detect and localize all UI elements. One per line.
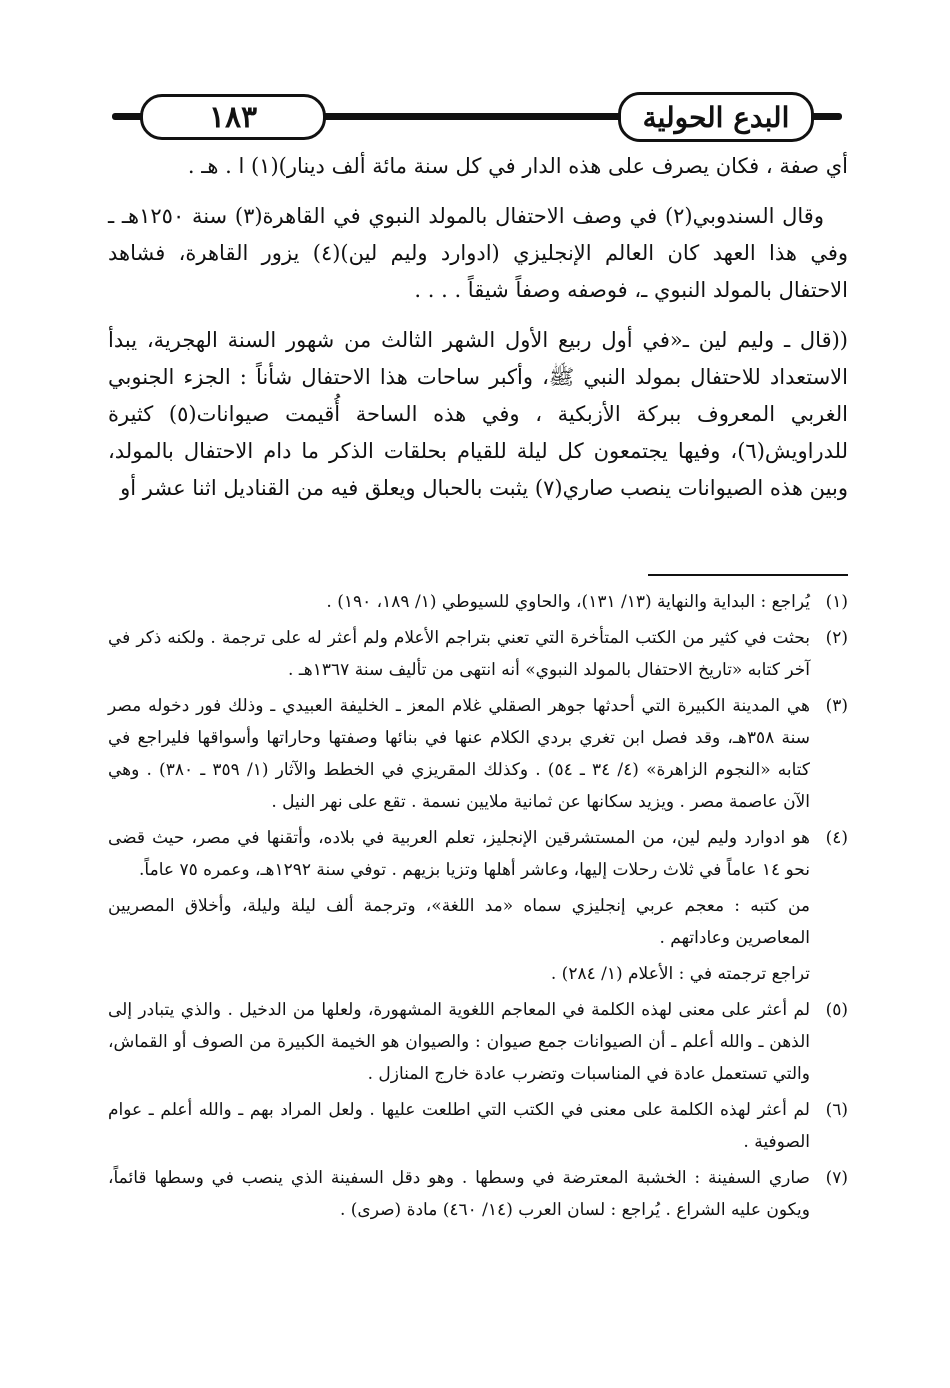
paragraph: أي صفة ، فكان يصرف على هذه الدار في كل سنة مائة ألف دينار)(١) ا . هـ .: [187, 154, 848, 178]
page-header: [112, 92, 842, 140]
footnote-separator: [648, 574, 848, 576]
footnote-number: (٣): [825, 696, 848, 716]
footnote-text: هو ادوارد وليم لين، من المستشرقين الإنجليز، تعلم العربية في بلاده، وأتقنها في مصر، حيث قضى نحو ١٤ عاماً في ثلاث رحلات إليها، وعاشر أهلها وتزيا بزيهم . توفي سنة ١٢٩٢هـ، وعمره ٧٥ عاماً.: [108, 828, 810, 880]
footnote-number: (٥): [825, 1000, 848, 1020]
page-number: ١٨٣: [140, 94, 326, 140]
footnote-text: صاري السفينة : الخشبة المعترضة في وسطها . وهو دقل السفينة الذي ينصب في وسطها قائماً، ويكون عليه الشراع . يُراجع : لسان العرب (١٤/ ٤٦٠) مادة (صرى) .: [108, 1168, 810, 1220]
paragraph: ((قال ـ وليم لين ـ«في أول ربيع الأول الشهر الثالث من شهور السنة الهجرية، يبدأ الاستعداد للاحتفال بمولد النبي ﷺ، وأكبر ساحات هذا الاحتفال شأناً : الجزء الجنوبي الغربي المعروف ببركة الأزبكية ، وفي هذه الساحة أُقيمت صيوانات(٥) كثيرة للدراويش(٦)، وفيها يجتمعون كل ليلة للقيام بحلقات الذكر ما دام الاحتفال بالمولد، وبين هذه الصيوانات ينصب صاري(٧) يثبت بالحبال ويعلق فيه من القناديل اثنا عشر أو: [108, 328, 848, 500]
footnote: [108, 1094, 848, 1158]
footnote-text: لم أعثر على معنى لهذه الكلمة في المعاجم اللغوية المشهورة، ولعلها من الدخيل . والذي يتبادر إلى الذهن ـ والله أعلم ـ أن الصيوانات جمع صيوان : والصيوان هو الخيمة الكبيرة من الصوف أو القماش، والتي تستعمل عادة في المناسبات وتضرب عادة خارج المنازل .: [108, 1000, 810, 1084]
footnote-number: (٦): [825, 1100, 848, 1120]
footnote-continuation: [108, 958, 848, 990]
footnote: [108, 822, 848, 886]
paragraph: وقال السندوبي(٢) في وصف الاحتفال بالمولد النبوي في القاهرة(٣) سنة ١٢٥٠هـ ـ وفي هذا العهد كان العالم الإنجليزي (ادوارد وليم لين)(٤) يزور القاهرة، فشاهد الاحتفال بالمولد النبوي ـ، فوصفه وصفاً شيقاً . . . .: [108, 204, 848, 302]
footnote: [108, 994, 848, 1090]
footnote: [108, 586, 848, 618]
footnote-number: (١): [825, 592, 848, 612]
footnote-text: بحثت في كثير من الكتب المتأخرة التي تعني بتراجم الأعلام ولم أعثر له على ترجمة . ولكنه ذكر في آخر كتابه «تاريخ الاحتفال بالمولد النبوي» أنه انتهى من تأليف سنة ١٣٦٧هـ .: [108, 628, 810, 680]
footnote-text: يُراجع : البداية والنهاية (١٣/ ١٣١)، والحاوي للسيوطي (١/ ١٨٩، ١٩٠) .: [326, 592, 810, 612]
book-title: البدع الحولية: [618, 92, 814, 142]
footnote: [108, 1162, 848, 1226]
footnotes: [108, 586, 848, 1230]
footnote-number: (٧): [825, 1168, 848, 1188]
footnote-text: هي المدينة الكبيرة التي أحدثها جوهر الصقلي غلام المعز ـ الخليفة العبيدي ـ وذلك فور دخوله مصر سنة ٣٥٨هـ، وقد فصل ابن تغري بردي الكلام عنها في بنائها وصفتها وحاراتها وأسواقها فليراجع في كتابه «النجوم الزاهرة» (٤/ ٣٤ ـ ٥٤) . وكذلك المقريزي في الخطط والآثار (١/ ٣٥٩ ـ ٣٨٠) . وهي الآن عاصمة مصر . ويزيد سكانها عن ثمانية ملايين نسمة . تقع على نهر النيل .: [108, 696, 811, 812]
footnote-number: (٤): [825, 828, 848, 848]
footnote-continuation: [108, 890, 848, 954]
footnote-text: من كتبه : معجم عربي إنجليزي سماه «مد اللغة»، وترجمة ألف ليلة وليلة، وأخلاق المصريين المعاصرين وعاداتهم .: [108, 896, 810, 948]
footnote: [108, 690, 848, 818]
footnote-text: لم أعثر لهذه الكلمة على معنى في الكتب التي اطلعت عليها . ولعل المراد بهم ـ والله أعلم ـ عوام الصوفية .: [108, 1100, 810, 1152]
footnote-number: (٢): [825, 628, 848, 648]
footnote-text: تراجع ترجمته في : الأعلام (١/ ٢٨٤) .: [550, 964, 810, 984]
footnote: [108, 622, 848, 686]
main-text: [108, 148, 848, 520]
